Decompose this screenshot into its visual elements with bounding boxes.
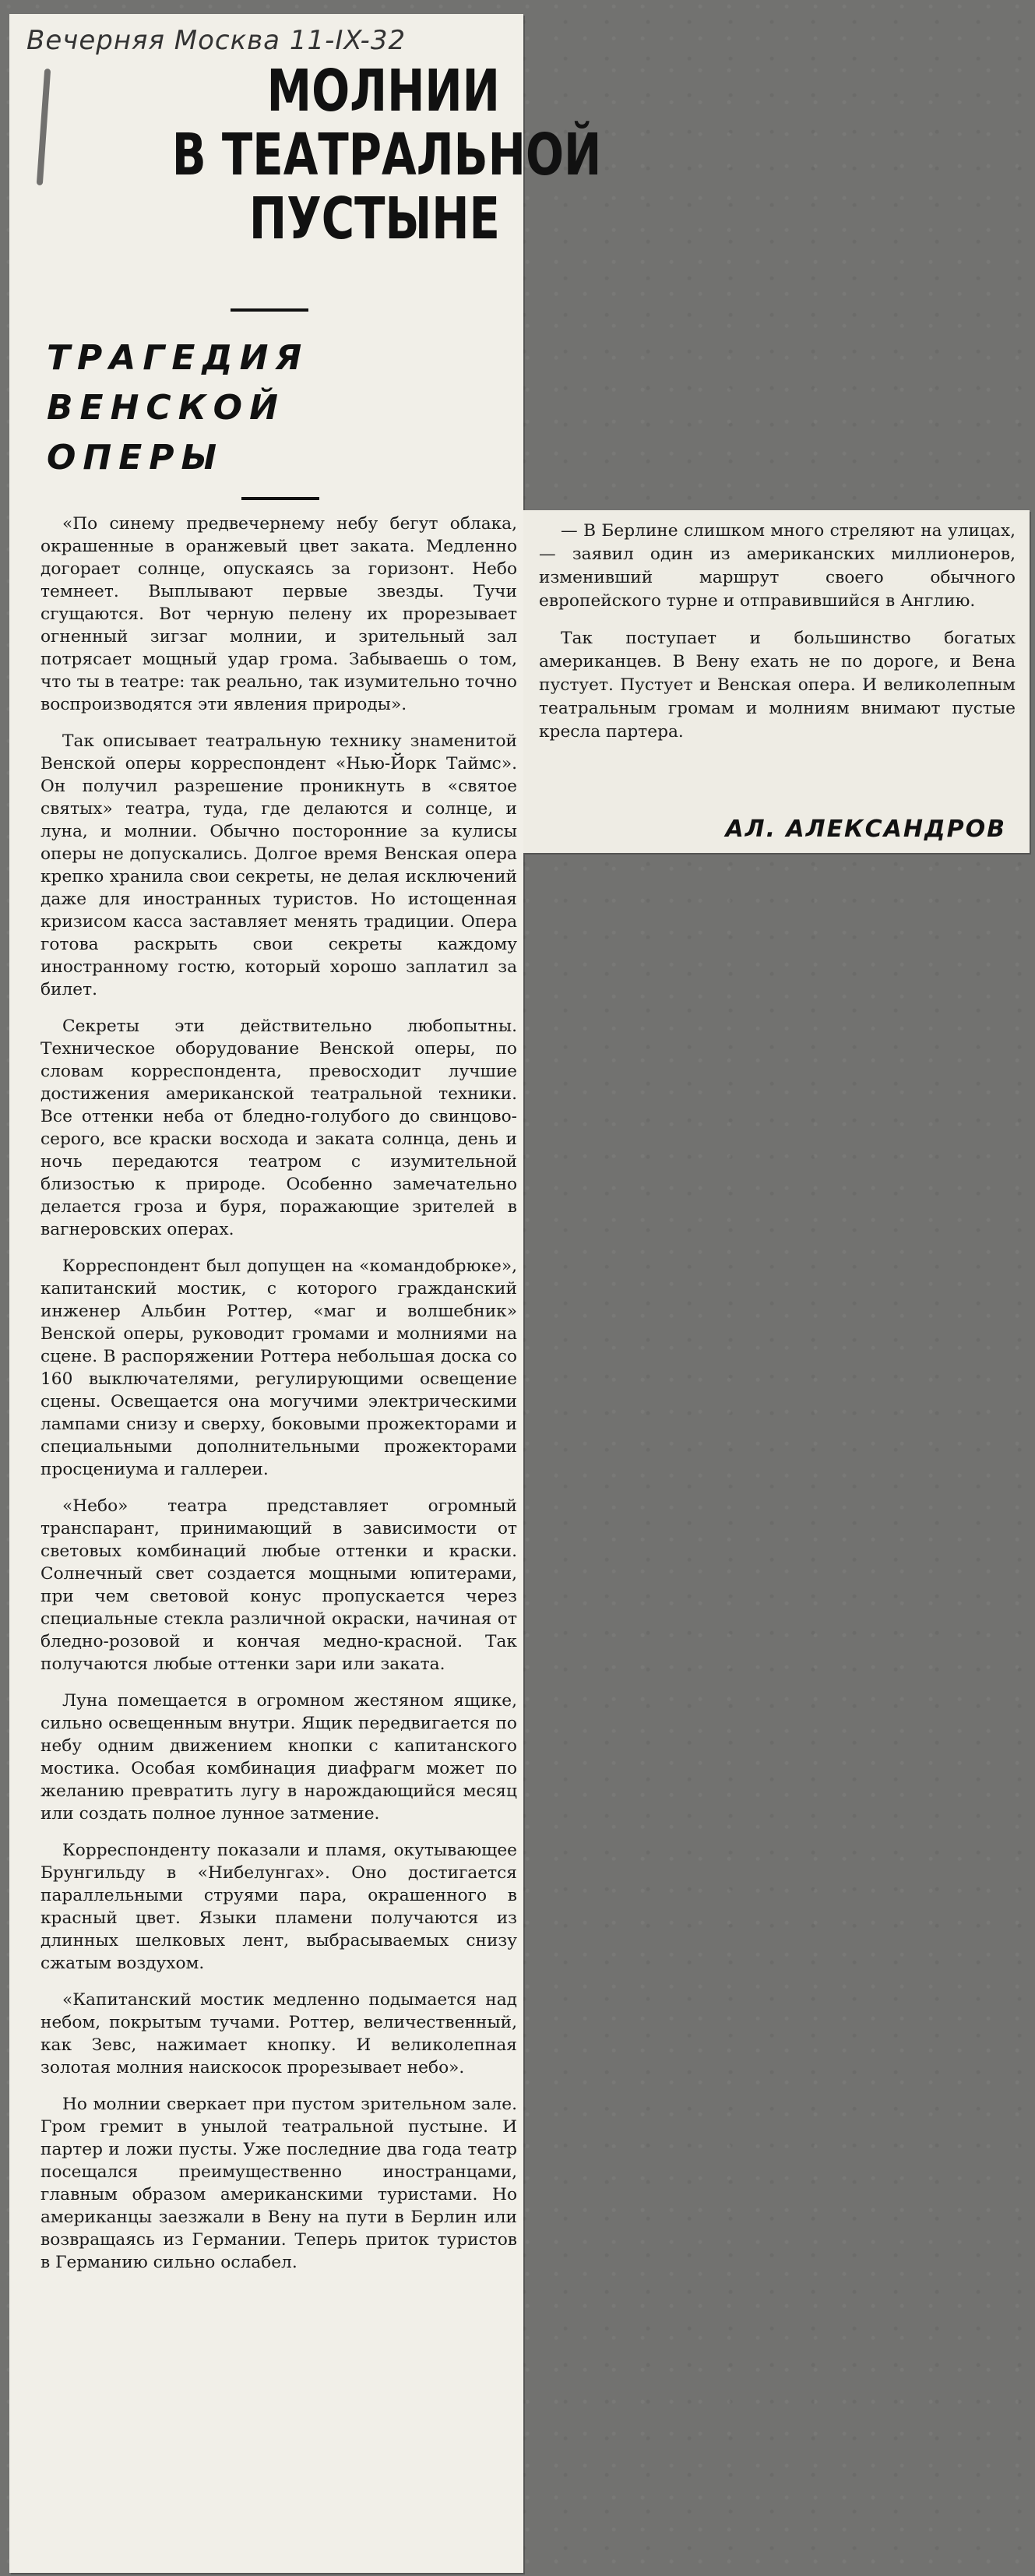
paragraph: — В Берлине слишком много стреляют на улицах, — заявил один из американских миллионеров, изменивший маршрут своего обычного европейского турне и отправившийся в Англию. xyxy=(539,521,1016,611)
paragraph: Но молнии сверкает при пустом зрительном зале. Гром гремит в унылой театральной пустыне. И партер и ложи пусты. Уже последние два года театр посещался преимущественно иностранцами, главным образом американскими туристами. Но американцы заезжали в Вену на пути в Берлин или возвращаясь из Германии. Теперь приток туристов в Германию сильно ослабел. xyxy=(40,2095,517,2272)
subhead-line-2: ВЕНСКОЙ xyxy=(47,388,285,428)
continuation-body xyxy=(539,520,1016,758)
article-body xyxy=(40,513,517,2288)
divider-rule-top xyxy=(231,308,308,312)
paragraph: Луна помещается в огромном жестяном ящике, сильно освещенным внутри. Ящик передвигается по небу одним движением кнопки с капитанского мостика. Особая комбинация диафрагм может по желанию превратить лугу в нарождающийся месяц или создать полное лунное затмение. xyxy=(40,1691,517,1824)
paragraph: Корреспонденту показали и пламя, окутывающее Брунгильду в «Нибелунгах». Оно достигается параллельными струями пара, окрашенного в красный цвет. Языки пламени получаются из длинных шелковых лент, выбрасываемых снизу сжатым воздухом. xyxy=(40,1841,517,1973)
newspaper-clipping-main xyxy=(9,14,602,2573)
paragraph: Так поступает и большинство богатых американцев. В Вену ехать не по дороге, и Вена пустует. Пустует и Венская опера. И великолепным театральным громам и молниям внимают пустые кресла партера. xyxy=(539,629,1016,742)
paragraph: Корреспондент был допущен на «командобрюке», капитанский мостик, с которого гражданский инженер Альбин Роттер, «маг и волшебник» Венской оперы, руководит громами и молниями на сцене. В распоряжении Роттера небольшая доска со 160 выключателями, регулирующими освещение сцены. Освещается она могучими электрическими лампами снизу и сверху, боковыми прожекторами и специальными дополнительными прожекторами просцениума и галлереи. xyxy=(40,1256,517,1479)
subhead-line-1: ТРАГЕДИЯ xyxy=(47,338,309,378)
article-headline xyxy=(171,58,602,252)
divider-rule-bottom xyxy=(241,497,319,500)
paragraph: «По синему предвечернему небу бегут облака, окрашенные в оранжевый цвет заката. Медленно догорает солнце, опускаясь за горизонт. Небо темнеет. Выплывают первые звезды. Тучи сгущаются. Вот черную пелену их прорезывает огненный зигзаг молнии, и зрительный зал потрясает мощный удар грома. Забываешь о том, что ты в театре: так реально, так изумительно точно воспроизводятся эти явления природы». xyxy=(40,514,517,714)
paragraph: Секреты эти действительно любопытны. Техническое оборудование Венской оперы, по словам корреспондента, превосходит лучшие достижения американской театральной техники. Все оттенки неба от бледно-голубого до свинцово-серого, все краски восхода и заката солнца, день и ночь передаются театром с изумительной близостью к природе. Особенно замечательно делается гроза и буря, поражающие зрителей в вагнеровских операх. xyxy=(40,1017,517,1239)
headline-line-3: ПУСТЫНЕ xyxy=(248,185,500,252)
pencil-mark xyxy=(37,69,51,185)
subhead-line-3: ОПЕРЫ xyxy=(47,438,224,477)
paragraph: Так описывает театральную технику знаменитой Венской оперы корреспондент «Нью-Йорк Таймс». Он получил разрешение проникнуть в «святое святых» театра, туда, где делаются и солнце, и луна, и молнии. Обычно посторонние за кулисы оперы не допускались. Долгое время Венская опера крепко хранила свои секреты, не делая исключений даже для иностранных туристов. Но истощенная кризисом касса заставляет менять традиции. Опера готова раскрыть свои секреты каждому иностранному гостю, который хорошо заплатил за билет. xyxy=(40,731,517,999)
paragraph: «Капитанский мостик медленно подымается над небом, покрытым тучами. Роттер, величественный, как Зевс, нажимает кнопку. И великолепная золотая молния наискосок прорезывает небо». xyxy=(40,1990,517,2077)
handwritten-source-note: Вечерняя Москва 11-IX-32 xyxy=(26,25,407,56)
headline-line-1: МОЛНИИ xyxy=(266,58,500,125)
paragraph: «Небо» театра представляет огромный транспарант, принимающий в зависимости от световых комбинаций любые оттенки и краски. Солнечный свет создается мощными юпитерами, при чем световой конус пропускается через специальные стекла различной окраски, начиная от бледно-розовой и кончая медно-красной. Так получаются любые оттенки зари или заката. xyxy=(40,1496,517,1674)
author-signature: АЛ. АЛЕКСАНДРОВ xyxy=(725,816,1006,843)
article-subheading xyxy=(47,333,358,483)
headline-line-2: В ТЕАТРАЛЬНОЙ xyxy=(171,122,602,189)
newspaper-clipping-continuation xyxy=(523,510,1030,853)
